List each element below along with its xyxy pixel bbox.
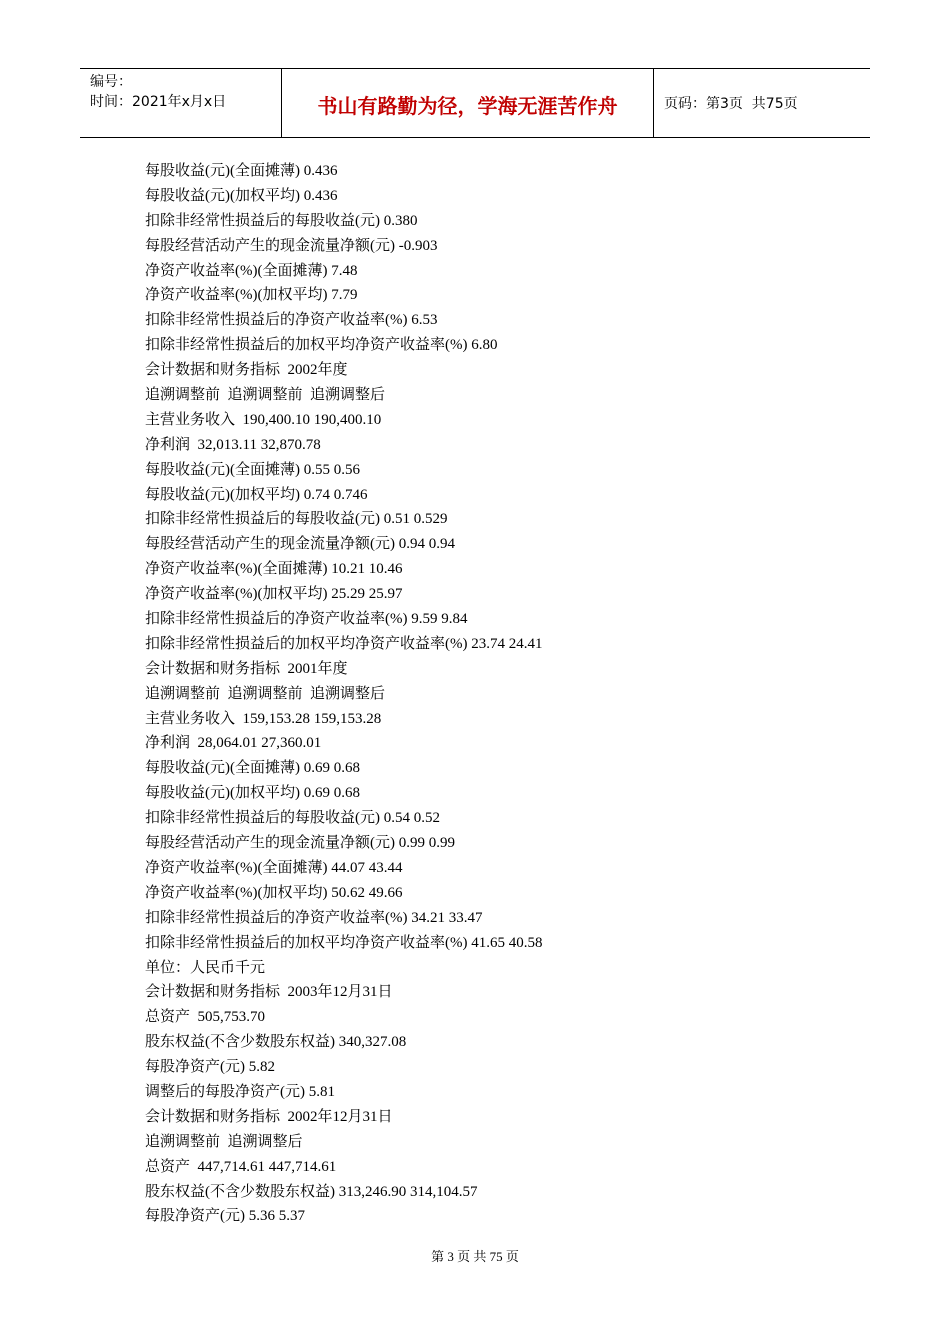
text-line: 扣除非经常性损益后的净资产收益率(%) 34.21 33.47: [145, 909, 483, 926]
text-line: 净资产收益率(%)(全面摊薄) 44.07 43.44: [145, 859, 403, 876]
text-line: 股东权益(不含少数股东权益) 340,327.08: [145, 1034, 407, 1051]
text-line: 净资产收益率(%)(全面摊薄) 7.48: [145, 262, 358, 279]
text-line: 追溯调整前 追溯调整后: [145, 1133, 303, 1150]
text-line: 每股收益(元)(全面摊薄) 0.55 0.56: [145, 461, 360, 478]
text-line: 单位：人民币千元: [145, 959, 266, 976]
text-line: 会计数据和财务指标 2002年度: [145, 362, 348, 379]
text-line: 每股收益(元)(加权平均) 0.436: [145, 187, 338, 204]
text-line: 主营业务收入 190,400.10 190,400.10: [145, 411, 382, 428]
text-line: 扣除非经常性损益后的净资产收益率(%) 6.53: [145, 312, 438, 329]
text-line: 每股经营活动产生的现金流量净额(元) 0.99 0.99: [145, 835, 455, 852]
text-line: 扣除非经常性损益后的每股收益(元) 0.51 0.529: [145, 511, 448, 528]
text-line: 总资产 447,714.61 447,714.61: [145, 1158, 337, 1175]
text-line: 每股净资产(元) 5.82: [145, 1059, 275, 1076]
date-line: 时间：2021年x月x日: [90, 94, 227, 110]
text-line: 扣除非经常性损益后的加权平均净资产收益率(%) 41.65 40.58: [145, 934, 543, 951]
header-motto: 书山有路勤为径，学海无涯苦作舟: [282, 69, 654, 137]
text-line: 净利润 28,064.01 27,360.01: [145, 735, 322, 752]
text-line: 主营业务收入 159,153.28 159,153.28: [145, 710, 382, 727]
page-header: [80, 68, 870, 138]
text-line: 扣除非经常性损益后的净资产收益率(%) 9.59 9.84: [145, 611, 468, 628]
document-body: [145, 159, 845, 1229]
page-footer: 第 3 页 共 75 页: [431, 1249, 519, 1264]
text-line: 会计数据和财务指标 2001年度: [145, 660, 348, 677]
serial-number-label: 编号：: [90, 74, 132, 90]
text-line: 会计数据和财务指标 2002年12月31日: [145, 1108, 393, 1125]
text-line: 股东权益(不含少数股东权益) 313,246.90 314,104.57: [145, 1183, 478, 1200]
text-line: 净资产收益率(%)(加权平均) 25.29 25.97: [145, 586, 403, 603]
text-line: 扣除非经常性损益后的加权平均净资产收益率(%) 6.80: [145, 337, 498, 354]
text-line: 每股经营活动产生的现金流量净额(元) -0.903: [145, 237, 438, 254]
header-meta: [80, 69, 282, 137]
text-line: 每股收益(元)(全面摊薄) 0.436: [145, 163, 338, 179]
text-line: 扣除非经常性损益后的加权平均净资产收益率(%) 23.74 24.41: [145, 635, 543, 652]
text-line: 调整后的每股净资产(元) 5.81: [145, 1083, 335, 1100]
text-line: 扣除非经常性损益后的每股收益(元) 0.380: [145, 212, 418, 229]
text-line: 每股收益(元)(加权平均) 0.74 0.746: [145, 486, 368, 503]
text-line: 每股收益(元)(全面摊薄) 0.69 0.68: [145, 760, 360, 777]
text-line: 净资产收益率(%)(全面摊薄) 10.21 10.46: [145, 561, 403, 578]
text-line: 每股净资产(元) 5.36 5.37: [145, 1208, 305, 1225]
text-line: 扣除非经常性损益后的每股收益(元) 0.54 0.52: [145, 810, 440, 827]
text-line: 净资产收益率(%)(加权平均) 7.79: [145, 287, 358, 304]
text-line: 追溯调整前 追溯调整前 追溯调整后: [145, 387, 386, 404]
text-line: 追溯调整前 追溯调整前 追溯调整后: [145, 685, 386, 702]
text-line: 净利润 32,013.11 32,870.78: [145, 436, 321, 453]
text-line: 净资产收益率(%)(加权平均) 50.62 49.66: [145, 884, 403, 901]
text-line: 每股经营活动产生的现金流量净额(元) 0.94 0.94: [145, 536, 455, 553]
text-line: 会计数据和财务指标 2003年12月31日: [145, 984, 393, 1001]
text-line: 总资产 505,753.70: [145, 1009, 266, 1026]
header-page-info: 页码：第3页 共75页: [664, 96, 798, 112]
text-line: 每股收益(元)(加权平均) 0.69 0.68: [145, 785, 360, 802]
